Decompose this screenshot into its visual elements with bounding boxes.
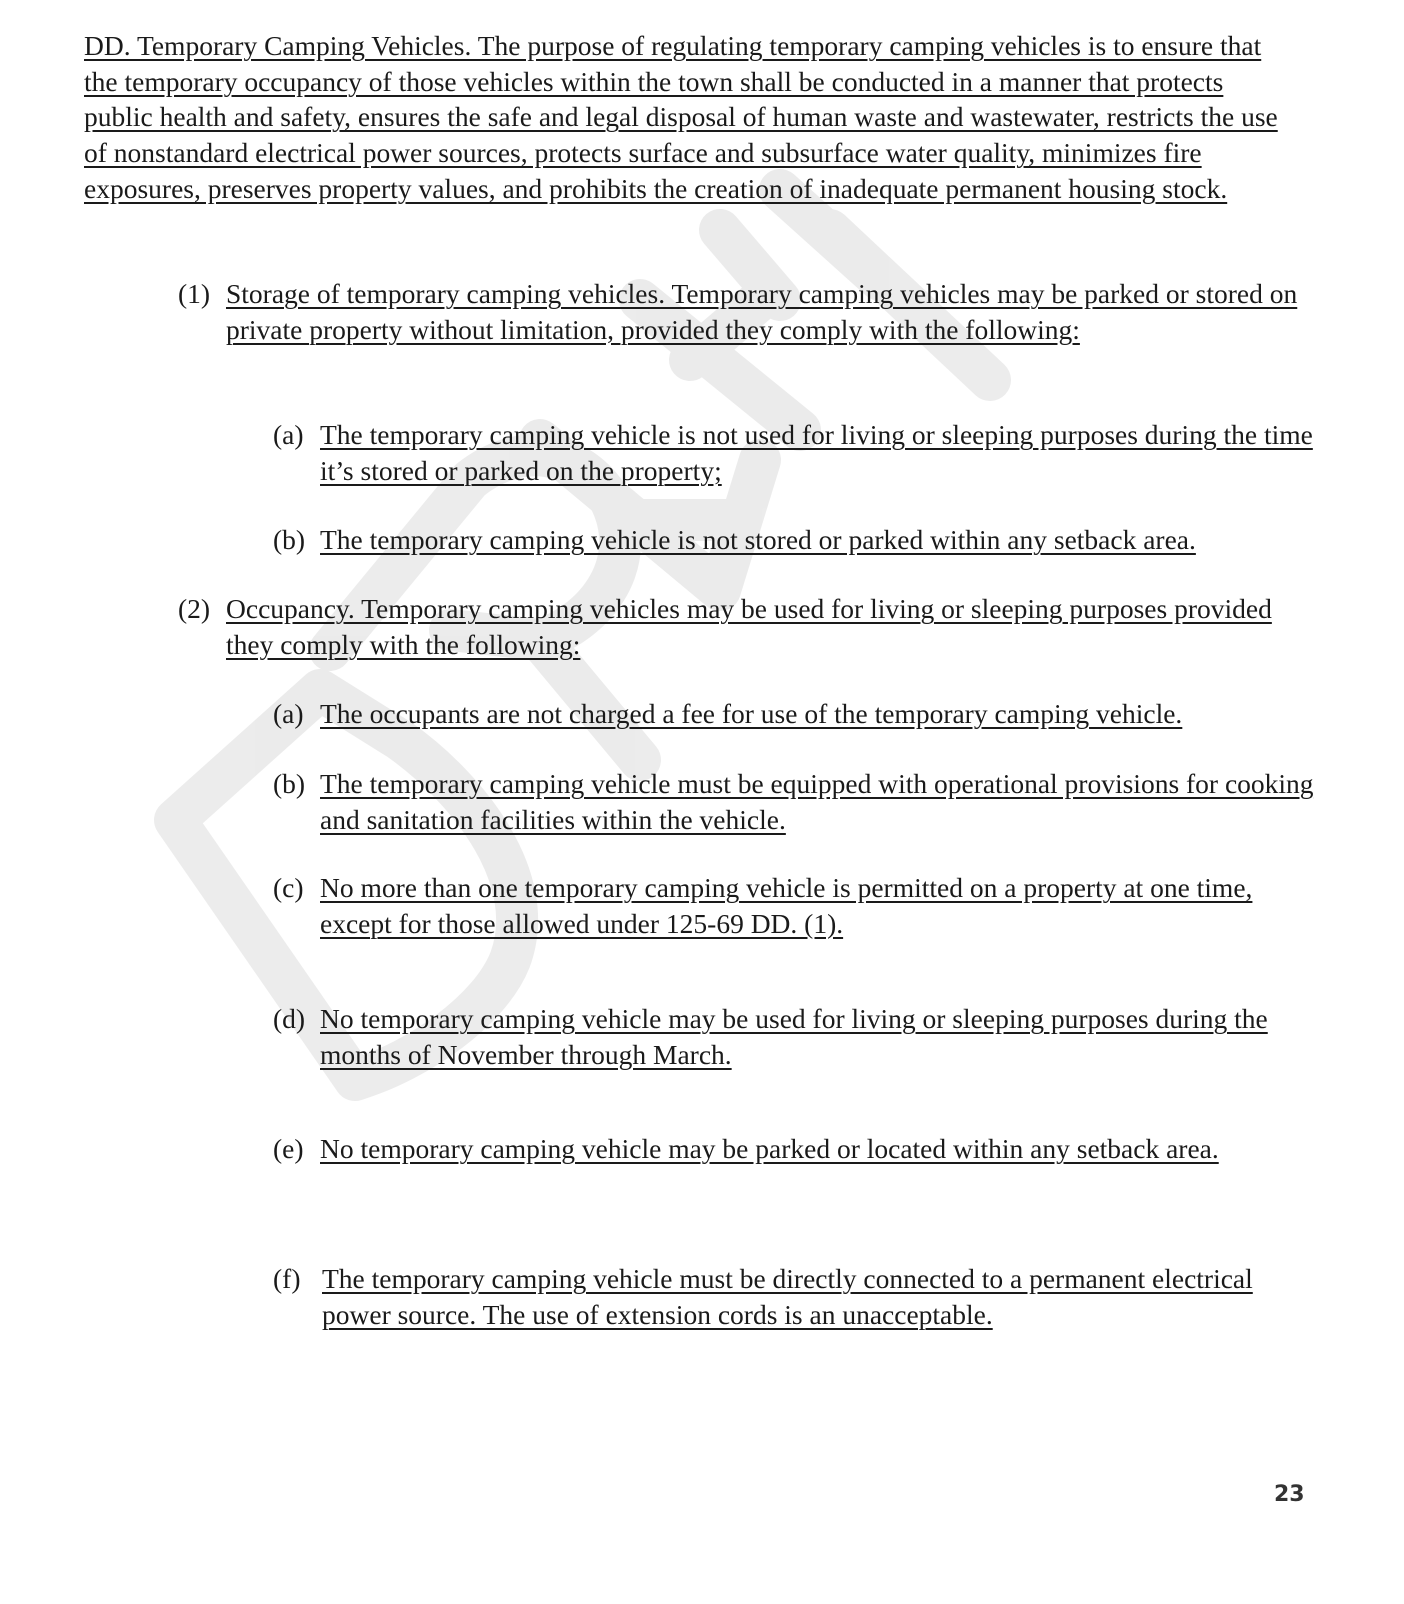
list-item-text: No temporary camping vehicle may be used for living or sleeping purposes during the months of November through March. xyxy=(320,1003,1268,1070)
list-item-text: The occupants are not charged a fee for use of the temporary camping vehicle. xyxy=(320,698,1183,729)
list-marker: (2) xyxy=(178,593,211,624)
list-marker: (1) xyxy=(178,278,211,309)
list-marker: (b) xyxy=(273,768,306,799)
list-marker: (b) xyxy=(273,524,306,555)
list-item-text: Occupancy. Temporary camping vehicles may be used for living or sleeping purposes provided they comply with the following: xyxy=(226,593,1272,660)
list-marker: (a) xyxy=(273,698,304,729)
list-item-text: The temporary camping vehicle is not stored or parked within any setback area. xyxy=(320,524,1196,555)
list-marker: (e) xyxy=(273,1133,304,1164)
list-marker: (f) xyxy=(273,1263,301,1294)
list-item-text: Storage of temporary camping vehicles. Temporary camping vehicles may be parked or stored on private property without limitation, provided they comply with the following: xyxy=(226,278,1298,345)
list-marker: (c) xyxy=(273,872,304,903)
list-item-text: No more than one temporary camping vehicle is permitted on a property at one time, except for those allowed under 125-69 DD. (1). xyxy=(320,872,1253,939)
list-item-text: The temporary camping vehicle is not used for living or sleeping purposes during the time it’s stored or parked on the property; xyxy=(320,419,1313,486)
list-item-text: The temporary camping vehicle must be equipped with operational provisions for cooking and sanitation facilities within the vehicle. xyxy=(320,768,1314,835)
list-item-text: No temporary camping vehicle may be parked or located within any setback area. xyxy=(320,1133,1219,1164)
list-item-text: The temporary camping vehicle must be directly connected to a permanent electrical power source. The use of extension cords is an unacceptable. xyxy=(322,1263,1253,1330)
page-number: 23 xyxy=(1274,1482,1305,1507)
section-intro-paragraph: DD. Temporary Camping Vehicles. The purpose of regulating temporary camping vehicles is to ensure that the temporary occupancy of those vehicles within the town shall be conducted in a manner that protects public health and safety, ensures the safe and legal disposal of human waste and wastewater, restricts the use of nonstandard electrical power sources, protects surface and subsurface water quality, minimizes fire exposures, preserves property values, and prohibits the creation of inadequate permanent housing stock. xyxy=(84,30,1278,204)
list-marker: (d) xyxy=(273,1003,306,1034)
list-marker: (a) xyxy=(273,419,304,450)
